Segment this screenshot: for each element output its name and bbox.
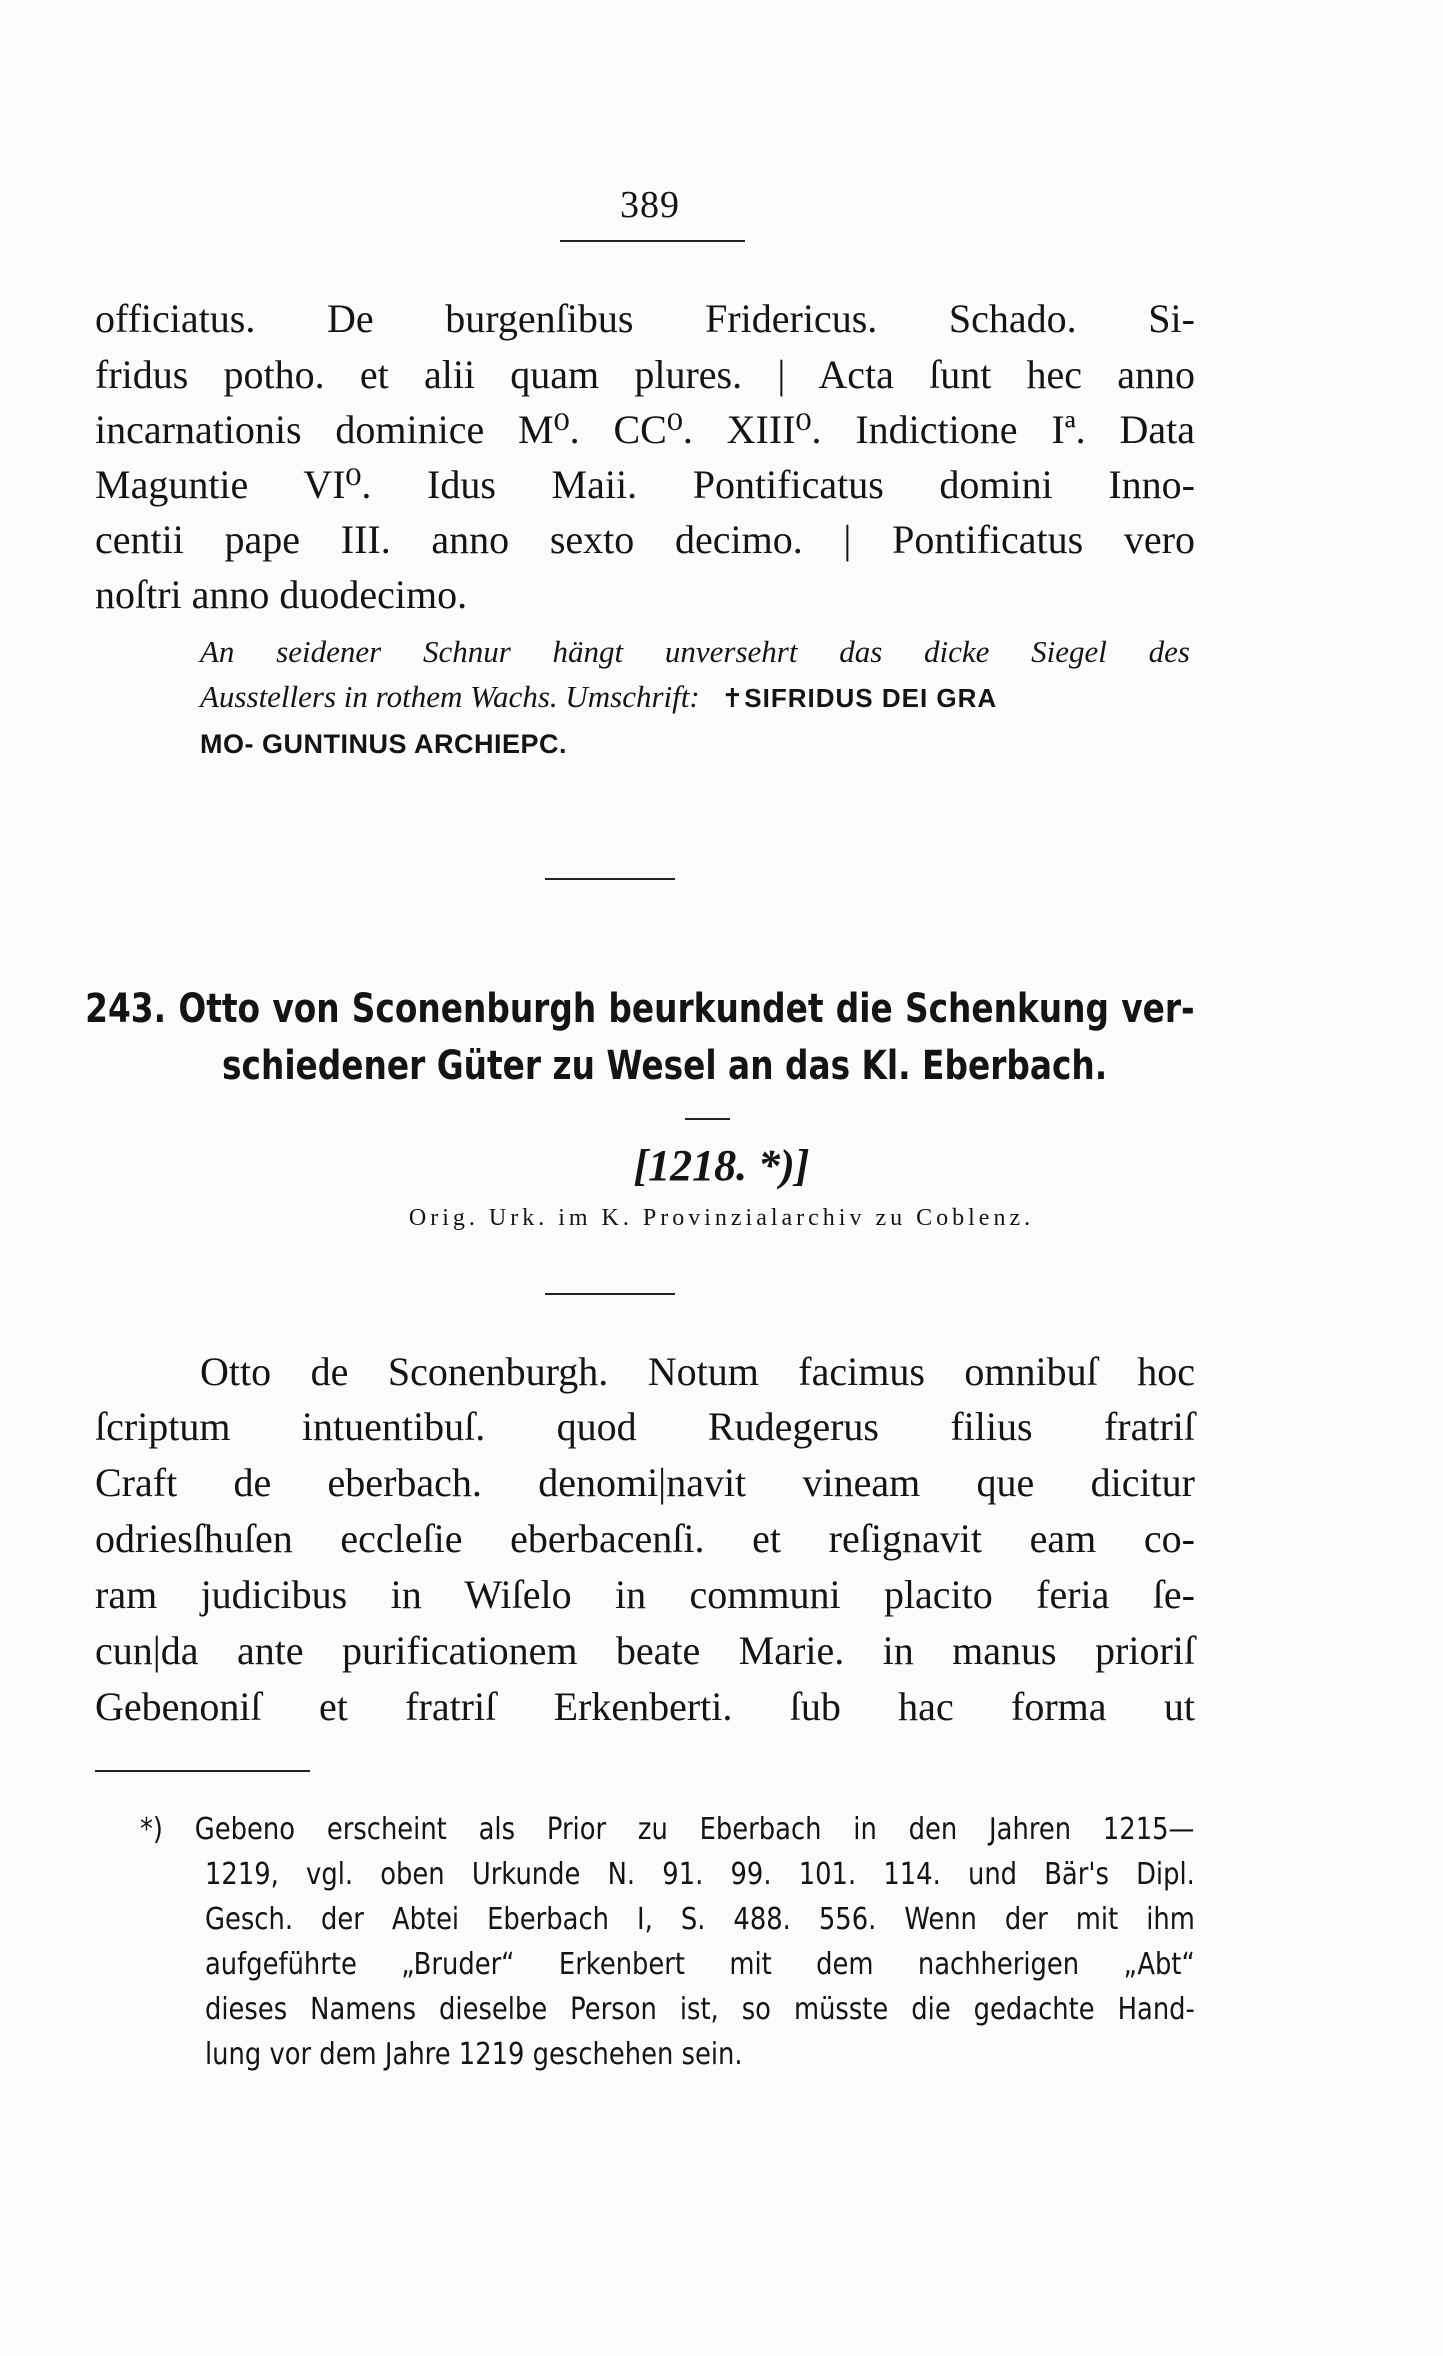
- footnote-line-3: Gesch. der Abtei Eberbach I, S. 488. 556. Wenn der mit ihm: [205, 1902, 1195, 1937]
- document-date: [1218. *)]: [633, 1141, 810, 1190]
- body-line-1: Otto de Sconenburgh. Notum facimus omnibuſ hoc: [200, 1349, 1195, 1394]
- prev-text-line-4: Maguntie VI⁰. Idus Maii. Pontificatus domini Inno-: [95, 462, 1195, 507]
- body-line-7: Gebenoniſ et fratriſ Erkenberti. ſub hac forma ut: [95, 1684, 1195, 1729]
- prev-text-line-2: fridus potho. et alii quam plures. | Acta ſunt hec anno: [95, 352, 1195, 397]
- footnote-line-5: dieses Namens dieselbe Person ist, so müsste die gedachte Hand-: [205, 1992, 1195, 2027]
- prev-text-line-3: incarnationis dominice M⁰. CC⁰. XIII⁰. Indictione Iª. Data: [95, 407, 1195, 452]
- document-number: 243.: [85, 986, 167, 1032]
- document-title-line-2: schiedener Güter zu Wesel an das Kl. Eberbach.: [222, 1043, 1108, 1089]
- body-line-6: cun|da ante purificationem beate Marie. in manus prioriſ: [95, 1628, 1195, 1673]
- document-source: Orig. Urk. im K. Provinzialarchiv zu Coblenz.: [408, 1205, 1035, 1231]
- body-line-3: Craft de eberbach. denomi|navit vineam que dicitur: [95, 1460, 1195, 1505]
- title-rule: [685, 1118, 730, 1120]
- seal-note-line-2: [200, 675, 1200, 720]
- footnote-line-1: *) Gebeno erscheint als Prior zu Eberbach in den Jahren 1215—: [140, 1812, 1195, 1847]
- body-line-2: ſcriptum intuentibuſ. quod Rudegerus filius fratriſ: [95, 1404, 1195, 1449]
- prev-text-line-6: noſtri anno duodecimo.: [95, 572, 468, 617]
- section-separator-rule: [545, 878, 675, 880]
- source-separator-rule: [545, 1293, 675, 1295]
- seal-note-line-1: An seidener Schnur hängt unversehrt das dicke Siegel des: [200, 634, 1190, 669]
- prev-text-line-5: centii pape III. anno sexto decimo. | Pontificatus vero: [95, 517, 1195, 562]
- header-rule: [560, 240, 745, 242]
- seal-inscription-part1: ✝SIFRIDUS DEI GRA: [721, 683, 998, 713]
- body-line-5: ram judicibus in Wiſelo in communi placito feria ſe-: [95, 1572, 1195, 1617]
- prev-text-line-1: officiatus. De burgenſibus Fridericus. Schado. Si-: [95, 296, 1195, 341]
- document-heading-line-1: [85, 980, 1195, 1038]
- footnote-line-2: 1219, vgl. oben Urkunde N. 91. 99. 101. 114. und Bär's Dipl.: [205, 1857, 1195, 1892]
- footnote-line-4: aufgeführte „Bruder“ Erkenbert mit dem nachherigen „Abt“: [205, 1947, 1195, 1982]
- footnote-rule: [95, 1770, 310, 1772]
- page-number: 389: [620, 184, 680, 226]
- footnote-line-6: lung vor dem Jahre 1219 geschehen sein.: [205, 2037, 743, 2072]
- body-line-4: odriesſhuſen eccleſie eberbacenſi. et reſignavit eam co-: [95, 1516, 1195, 1561]
- seal-inscription-part2: MO- GUNTINUS ARCHIEPC.: [200, 729, 567, 759]
- document-title-line-1: Otto von Sconenburgh beurkundet die Schenkung ver-: [178, 986, 1195, 1032]
- seal-note-text: Ausstellers in rothem Wachs. Umschrift:: [200, 679, 700, 714]
